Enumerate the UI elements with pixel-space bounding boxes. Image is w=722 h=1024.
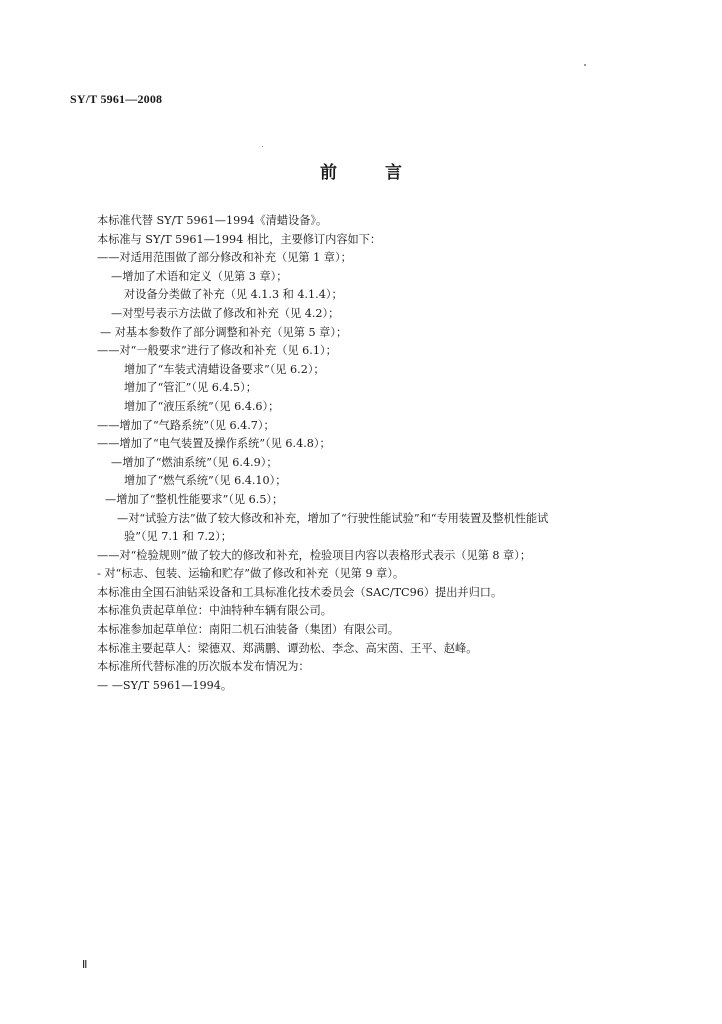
preface-line: 本标准参加起草单位：南阳二机石油装备（集团）有限公司。: [97, 623, 400, 637]
page-number: Ⅱ: [82, 959, 88, 971]
preface-line: —增加了“整机性能要求”（见 6.5）；: [105, 492, 284, 506]
preface-line: ——对“检验规则”做了较大的修改和补充，检验项目内容以表格形式表示（见第 8 章）；: [97, 548, 532, 562]
preface-line: 验”（见 7.1 和 7.2）；: [124, 530, 232, 544]
standard-code-header: SY/T 5961—2008: [70, 92, 163, 106]
preface-line: 对设备分类做了补充（见 4.1.3 和 4.1.4）；: [124, 288, 343, 302]
page-title: [0, 158, 722, 183]
preface-line: ——增加了“气路系统”（见 6.4.7）；: [97, 418, 275, 432]
preface-line: — 对基本参数作了部分调整和补充（见第 5 章）；: [100, 325, 348, 339]
preface-line: 本标准由全国石油钻采设备和工具标准化技术委员会（SAC/TC96）提出并归口。: [97, 585, 503, 599]
preface-line: —增加了术语和定义（见第 3 章）；: [111, 269, 288, 283]
preface-line: —增加了“燃油系统”（见 6.4.9）；: [111, 455, 278, 469]
preface-line: 增加了“液压系统”（见 6.4.6）；: [124, 399, 280, 413]
preface-line: 本标准代替 SY/T 5961—1994《清蜡设备》。: [97, 214, 328, 227]
preface-line: 增加了“燃气系统”（见 6.4.10）；: [124, 474, 287, 488]
title-char-1: 前: [320, 163, 337, 183]
preface-line: 本标准与 SY/T 5961—1994 相比，主要修订内容如下：: [97, 232, 382, 246]
preface-line: ——增加了“电气装置及操作系统”（见 6.4.8）；: [97, 437, 331, 451]
preface-line: 本标准主要起草人：梁德双、郑满鹏、谭劲松、李念、高宋茵、王平、赵峰。: [97, 641, 478, 655]
preface-line: 增加了“管汇”（见 6.4.5）；: [124, 381, 257, 395]
preface-line: —对型号表示方法做了修改和补充（见 4.2）；: [111, 306, 340, 320]
scan-speck: [584, 64, 586, 66]
preface-body: [0, 212, 722, 695]
preface-line: ——对“一般要求”进行了修改和补充（见 6.1）；: [97, 344, 337, 358]
preface-line: — —SY/T 5961—1994。: [97, 678, 233, 692]
scan-speck: [262, 146, 263, 147]
preface-line: 本标准负责起草单位：中油特种车辆有限公司。: [97, 604, 332, 618]
title-char-2: 言: [385, 163, 402, 183]
preface-line: 本标准所代替标准的历次版本发布情况为：: [97, 660, 310, 674]
preface-line: - 对“标志、包装、运输和贮存”做了修改和补充（见第 9 章）。: [97, 567, 405, 581]
preface-line: —对“试验方法”做了较大修改和补充，增加了“行驶性能试验”和“专用装置及整机性能试: [117, 511, 549, 525]
preface-line: ——对适用范围做了部分修改和补充（见第 1 章）；: [97, 251, 352, 265]
preface-line: 增加了“车装式清蜡设备要求”（见 6.2）；: [124, 362, 325, 376]
